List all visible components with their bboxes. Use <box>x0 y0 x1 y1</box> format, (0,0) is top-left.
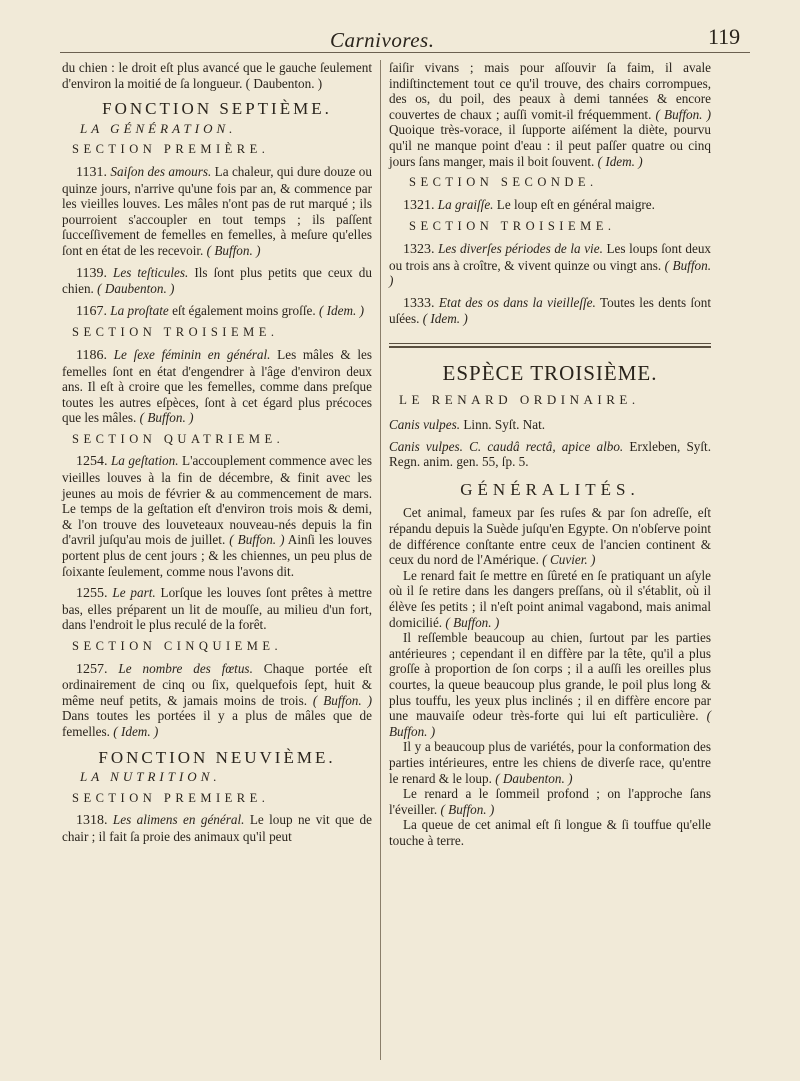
paragraph-title: La graiſſe. <box>437 196 494 212</box>
species-heading: ESPÈCE TROISIÈME. <box>442 360 658 385</box>
paragraph-text: Le renard fait ſe mettre en ſûreté en ſe pratiquant un aſyle où il ſe retire dans les dangers preſſans, où il s'établit, où il élève ſes petits ; il n'eſt point animal vagabond, mais animal domicilié. <box>389 567 711 630</box>
paragraph-title: La proſtate <box>110 302 169 318</box>
source-citation: ( Idem. ) <box>422 311 468 327</box>
paragraph-1167 <box>62 303 372 320</box>
paragraph-lead: Cet animal, <box>403 505 467 521</box>
function-heading: FONCTION NEUVIÈME. <box>98 747 336 767</box>
paragraph-number: 1318. <box>76 813 108 829</box>
section-heading: SECTION SECONDE. <box>409 175 598 190</box>
paragraph-title: Les diverſes périodes de la vie. <box>438 240 603 256</box>
paragraph-text: Ils ſont plus petits que ceux du chien. <box>62 264 372 297</box>
paragraph-text: Il reſſemble beaucoup au chien, ſurtout par les parties antérieures ; cependant il en diffère par la tête, qu'il a plus groſſe à proportion de ſon corps ; il a auſſi les oreilles plus courtes, la queue beaucoup plus grande, le poil plus long & plus touffu, les yeux plus inclinés ; il en diffère encore par une mauvaiſe odeur très-forte qui lui eſt particulière. <box>389 630 711 724</box>
section-heading: SECTION CINQUIEME. <box>72 639 283 653</box>
paragraph-number: 1139. <box>76 265 107 281</box>
source-citation: ( Buffon. ) <box>206 242 261 258</box>
subject-heading: LA GÉNÉRATION. <box>80 120 237 136</box>
paragraph-1333 <box>389 295 711 327</box>
paragraph-1318 <box>62 812 372 844</box>
paragraph-1139 <box>62 265 372 297</box>
section-heading: SECTION PREMIERE. <box>72 790 270 805</box>
source-citation: ( Buffon. ) <box>440 801 495 817</box>
taxonomy-reference: Linn. Syſt. Nat. <box>460 417 546 433</box>
paragraph-text-tail: Dans toutes les portées il y a plus de mâles que de femelles. <box>62 708 372 739</box>
paragraph-number: 1333. <box>403 295 435 311</box>
section-heading: SECTION TROISIEME. <box>409 219 616 234</box>
section-heading: SECTION QUATRIEME. <box>72 431 285 446</box>
generalities-paragraph <box>389 630 711 739</box>
source-citation: ( Buffon. ) <box>389 708 711 739</box>
paragraph-title: Le nombre des fœtus. <box>118 660 253 676</box>
generalities-heading: GÉNÉRALITÉS. <box>460 479 640 499</box>
source-citation: ( Daubenton. ) <box>97 281 175 297</box>
paragraph-text: Lorſque les louves ſont prêtes à mettre bas, elles préparent un lit de mouſſe, au milieu d'un fort, dans l'endroit le plus reculé de la forêt. <box>62 585 373 633</box>
source-citation: ( Cuvier. ) <box>542 552 596 568</box>
paragraph-title: Saiſon des amours. <box>110 163 212 179</box>
paragraph-text: Le loup ne vit que de chair ; il fait ſa proie des animaux qu'il peut <box>62 812 372 844</box>
page-number: 119 <box>708 24 741 49</box>
paragraph-number: 1167. <box>76 303 107 319</box>
paragraph-text: ſaiſir vivans ; mais pour aſſouvir ſa faim, il avale indiſtinctement tout ce qu'il trouve, des chairs corrompues, des os, du poil, des peaux à demi tannées & encore couvertes de chaux ; auſſi vomit-il fréquemment. <box>389 60 711 122</box>
paragraph-number: 1321. <box>403 197 435 213</box>
section-heading: SECTION PREMIÈRE. <box>72 142 270 157</box>
paragraph-text: Les mâles & les femelles ſont en état d'engendrer à l'âge d'environ deux ans. Il eſt à croire que les femelles, comme dans preſque toutes les autres eſpèces, ſont à cet égard plus précoces que les mâles. <box>62 346 372 426</box>
paragraph-title: Les alimens en général. <box>112 812 245 828</box>
source-citation: ( Idem. ) <box>113 723 159 739</box>
left-column <box>62 60 372 845</box>
source-citation: ( Buffon. ) <box>312 692 372 708</box>
paragraph-number: 1131. <box>76 164 107 180</box>
paragraph-1321 <box>389 197 711 214</box>
latin-name: Canis vulpes. <box>389 417 461 433</box>
paragraph-text: La queue de cet animal eſt ſi longue & ſi touffue qu'elle touche à terre. <box>389 817 711 848</box>
paragraph-1254 <box>62 453 372 579</box>
paragraph-1255 <box>62 585 372 633</box>
generalities-paragraph <box>389 817 711 848</box>
subject-heading: LA NUTRITION. <box>80 769 221 785</box>
paragraph-1323 <box>389 241 711 289</box>
source-citation: ( Buffon. ) <box>655 106 711 122</box>
paragraph-1186 <box>62 347 372 426</box>
source-citation: ( Idem. ) <box>318 302 364 318</box>
paragraph-number: 1323. <box>403 241 435 257</box>
paragraph-title: Le ſexe féminin en général. <box>113 346 271 362</box>
paragraph-text: Il y a beaucoup plus de variétés, pour la conformation des parties intérieures, entre les chiens de diverſe race, qu'entre le renard & le loup. <box>389 739 711 786</box>
paragraph-title: Les teſticules. <box>113 264 189 280</box>
running-title: Carnivores. <box>330 28 435 52</box>
source-citation: ( Buffon. ) <box>445 614 500 630</box>
paragraph-text: eſt également moins groſſe. <box>168 302 319 318</box>
paragraph-text: L'accouplement commence avec les vieilles louves à la fin de décembre, & finit avec les jeunes au mois de février & au commencement de mars. Le temps de la geſtation eſt d'environ trois mois & demi, & l'on trouve des louveteaux nouveau-nés depuis la fin d'avril juſqu'au mois de juillet. <box>62 453 372 548</box>
paragraph-number: 1186. <box>76 347 107 363</box>
paragraph-number: 1254. <box>76 454 108 470</box>
paragraph-number: 1255. <box>76 586 108 602</box>
source-citation: ( Buffon. ) <box>139 410 194 426</box>
taxonomy-line <box>389 439 711 470</box>
separator-rule <box>389 343 711 348</box>
paragraph-text: Le loup eſt en général maigre. <box>493 196 655 212</box>
function-heading: FONCTION SEPTIÈME. <box>102 99 332 119</box>
paragraph-text: Toutes les dents ſont uſées. <box>389 294 712 327</box>
paragraph-title: La geſtation. <box>110 453 179 469</box>
paragraph-text: Les loups ſont deux ou trois ans à croître, & vivent quinze ou vingt ans. <box>389 240 712 273</box>
source-citation: ( Idem. ) <box>597 153 643 169</box>
taxonomy-reference: Erxleben, Syſt. Regn. anim. gen. 55, ſp. 5. <box>389 438 711 470</box>
species-name-heading: LE RENARD ORDINAIRE. <box>399 391 640 407</box>
column-divider <box>380 60 381 1060</box>
generalities-paragraph <box>389 739 711 786</box>
paragraph-number: 1257. <box>76 661 108 677</box>
continued-paragraph: du chien : le droit eſt plus avancé que le gauche ſeulement d'environ la moitié de ſa longueur. ( Daubenton. ) <box>62 60 372 91</box>
source-citation: ( Daubenton. ) <box>495 770 573 786</box>
paragraph-title: Le part. <box>112 585 156 601</box>
paragraph-text: Le renard a le ſommeil profond ; on l'approche ſans l'éveiller. <box>389 786 711 817</box>
right-column <box>389 60 711 849</box>
paragraph-text-tail: Ainſi les louves portent plus de cent jours ; & les chiennes, un peu plus de ſoixante ſeulement, comme nous l'avons dit. <box>62 532 372 579</box>
paragraph-title: Etat des os dans la vieilleſſe. <box>438 294 596 310</box>
generalities-paragraph <box>389 505 711 567</box>
latin-name: Canis vulpes. C. caudâ rectâ, apice albo. <box>389 438 624 454</box>
section-heading: SECTION TROISIEME. <box>72 325 279 340</box>
source-citation: ( Buffon. ) <box>389 257 711 289</box>
taxonomy-line <box>389 417 711 433</box>
header-rule <box>60 52 750 53</box>
generalities-paragraph <box>389 786 711 817</box>
paragraph-text: fameux par ſes ruſes & par ſon adreſſe, eſt répandu depuis la Suède juſqu'en Egypte. On n'obſerve point de différence conſtante entre ceux de l'ancien continent & ceux du nord de l'Amérique. <box>389 505 711 568</box>
paragraph-text-tail: Quoique très-vorace, il ſupporte aiſément la diète, pourvu qu'il ne manque point d'eau : il peut paſſer quatre ou cinq jours ſans manger, mais il boit ſouvent. <box>389 122 711 169</box>
paragraph-1131 <box>62 164 372 259</box>
generalities-paragraph <box>389 568 711 630</box>
paragraph-1257 <box>62 661 372 740</box>
paragraph-text: Chaque portée eſt ordinairement de cinq ou ſix, quelquefois ſept, huit & même neuf petits, & jamais moins de trois. <box>62 660 373 708</box>
paragraph-text: La chaleur, qui dure douze ou quinze jours, n'arrive qu'une fois par an, & commence par les vieilles louves. Les mâles n'ont pas de rut marqué ; ils pourroient s'accoupler en tout temps ; ils paſſent ſucceſſivement de femelles en femelles, à meſure qu'elles ſont en état de les recevoir. <box>62 163 372 258</box>
source-citation: ( Buffon. ) <box>229 532 285 548</box>
continued-paragraph <box>389 60 711 169</box>
